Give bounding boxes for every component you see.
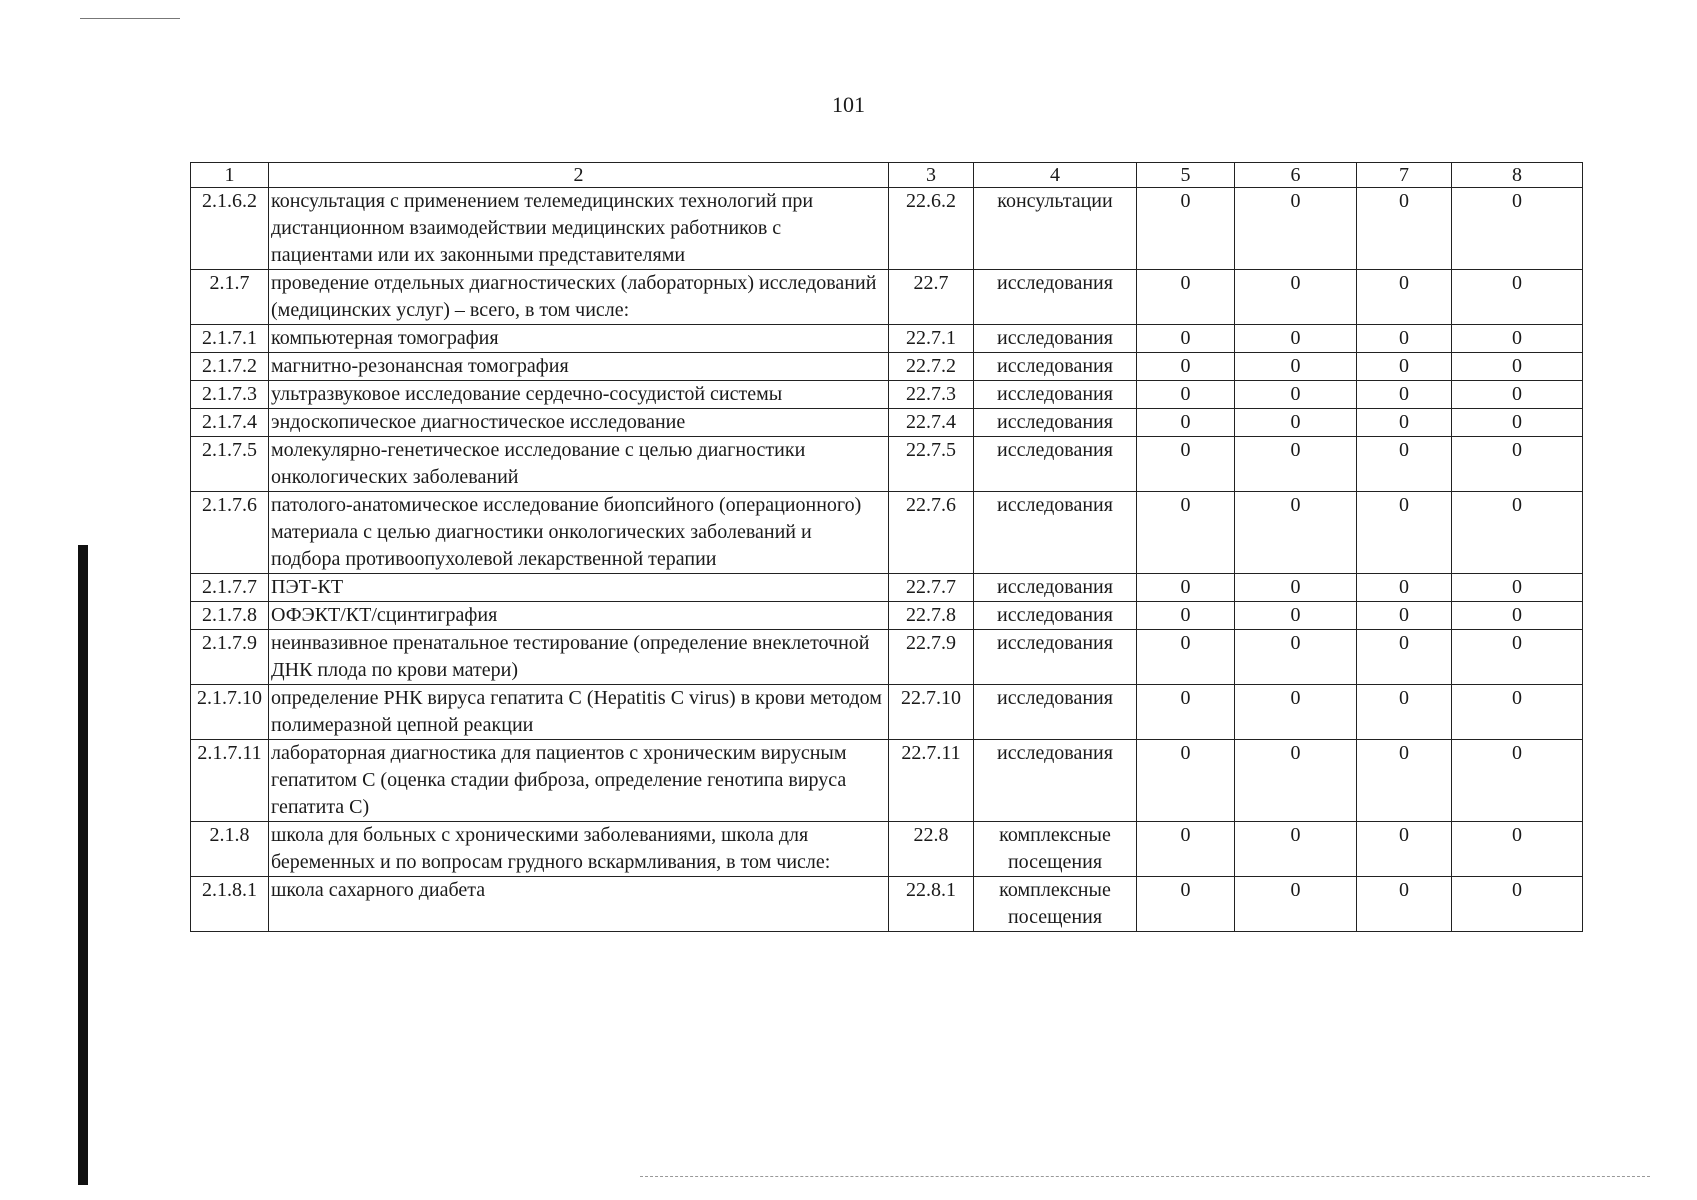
row-ref-cell: 22.7.10 bbox=[889, 685, 974, 740]
row-name-cell: лабораторная диагностика для пациентов с хроническим вирусным гепатитом С (оценка стадии фиброза, определение генотипа вируса гепатита С) bbox=[269, 740, 889, 822]
row-value-cell: 0 bbox=[1235, 740, 1357, 822]
row-value-cell: 0 bbox=[1357, 630, 1452, 685]
row-unit-cell: исследования bbox=[974, 492, 1137, 574]
row-value-cell: 0 bbox=[1357, 574, 1452, 602]
row-unit-cell: комплексные посещения bbox=[974, 877, 1137, 932]
row-value-cell: 0 bbox=[1235, 270, 1357, 325]
row-ref-cell: 22.7.9 bbox=[889, 630, 974, 685]
row-value-cell: 0 bbox=[1137, 822, 1235, 877]
row-value-cell: 0 bbox=[1235, 574, 1357, 602]
row-value-cell: 0 bbox=[1452, 630, 1583, 685]
row-unit-cell: исследования bbox=[974, 270, 1137, 325]
row-value-cell: 0 bbox=[1137, 740, 1235, 822]
row-unit-cell: исследования bbox=[974, 353, 1137, 381]
row-value-cell: 0 bbox=[1137, 602, 1235, 630]
row-value-cell: 0 bbox=[1235, 822, 1357, 877]
row-name-cell: школа сахарного диабета bbox=[269, 877, 889, 932]
row-value-cell: 0 bbox=[1357, 437, 1452, 492]
row-ref-cell: 22.7.3 bbox=[889, 381, 974, 409]
row-unit-cell: исследования bbox=[974, 437, 1137, 492]
row-value-cell: 0 bbox=[1137, 574, 1235, 602]
row-code-cell: 2.1.7.7 bbox=[191, 574, 269, 602]
header-cell: 8 bbox=[1452, 163, 1583, 188]
row-value-cell: 0 bbox=[1452, 602, 1583, 630]
row-unit-cell: комплексные посещения bbox=[974, 822, 1137, 877]
row-value-cell: 0 bbox=[1452, 353, 1583, 381]
row-value-cell: 0 bbox=[1235, 685, 1357, 740]
row-code-cell: 2.1.7.8 bbox=[191, 602, 269, 630]
row-code-cell: 2.1.7.2 bbox=[191, 353, 269, 381]
row-ref-cell: 22.7.1 bbox=[889, 325, 974, 353]
row-value-cell: 0 bbox=[1452, 492, 1583, 574]
header-cell: 2 bbox=[269, 163, 889, 188]
row-code-cell: 2.1.7.10 bbox=[191, 685, 269, 740]
row-unit-cell: исследования bbox=[974, 740, 1137, 822]
row-value-cell: 0 bbox=[1235, 877, 1357, 932]
table-header-row bbox=[191, 163, 1583, 188]
row-name-cell: молекулярно-генетическое исследование с целью диагностики онкологических заболеваний bbox=[269, 437, 889, 492]
table-row bbox=[191, 270, 1583, 325]
row-name-cell: эндоскопическое диагностическое исследование bbox=[269, 409, 889, 437]
table-row bbox=[191, 381, 1583, 409]
row-value-cell: 0 bbox=[1452, 437, 1583, 492]
row-value-cell: 0 bbox=[1235, 630, 1357, 685]
header-cell: 4 bbox=[974, 163, 1137, 188]
row-unit-cell: исследования bbox=[974, 602, 1137, 630]
table-row bbox=[191, 740, 1583, 822]
row-value-cell: 0 bbox=[1357, 685, 1452, 740]
row-name-cell: неинвазивное пренатальное тестирование (определение внеклеточной ДНК плода по крови матери) bbox=[269, 630, 889, 685]
row-unit-cell: исследования bbox=[974, 325, 1137, 353]
row-value-cell: 0 bbox=[1235, 325, 1357, 353]
table-row bbox=[191, 188, 1583, 270]
row-unit-cell: исследования bbox=[974, 409, 1137, 437]
row-code-cell: 2.1.7.5 bbox=[191, 437, 269, 492]
row-value-cell: 0 bbox=[1137, 877, 1235, 932]
row-ref-cell: 22.7.11 bbox=[889, 740, 974, 822]
row-value-cell: 0 bbox=[1137, 353, 1235, 381]
row-value-cell: 0 bbox=[1235, 492, 1357, 574]
row-value-cell: 0 bbox=[1452, 270, 1583, 325]
table-row bbox=[191, 574, 1583, 602]
row-name-cell: ОФЭКТ/КТ/сцинтиграфия bbox=[269, 602, 889, 630]
row-ref-cell: 22.7.2 bbox=[889, 353, 974, 381]
row-code-cell: 2.1.7.3 bbox=[191, 381, 269, 409]
row-value-cell: 0 bbox=[1452, 381, 1583, 409]
row-value-cell: 0 bbox=[1452, 685, 1583, 740]
table-row bbox=[191, 492, 1583, 574]
scan-edge-bar bbox=[78, 545, 88, 1185]
row-unit-cell: исследования bbox=[974, 381, 1137, 409]
row-code-cell: 2.1.7.11 bbox=[191, 740, 269, 822]
table-row bbox=[191, 822, 1583, 877]
row-code-cell: 2.1.7.6 bbox=[191, 492, 269, 574]
header-cell: 6 bbox=[1235, 163, 1357, 188]
row-ref-cell: 22.6.2 bbox=[889, 188, 974, 270]
row-value-cell: 0 bbox=[1452, 188, 1583, 270]
row-value-cell: 0 bbox=[1235, 381, 1357, 409]
row-name-cell: патолого-анатомическое исследование биопсийного (операционного) материала с целью диагностики онкологических заболеваний и подбора противоопухолевой лекарственной терапии bbox=[269, 492, 889, 574]
row-value-cell: 0 bbox=[1137, 270, 1235, 325]
data-table bbox=[190, 162, 1583, 932]
row-value-cell: 0 bbox=[1235, 353, 1357, 381]
row-code-cell: 2.1.7.4 bbox=[191, 409, 269, 437]
row-value-cell: 0 bbox=[1357, 740, 1452, 822]
row-value-cell: 0 bbox=[1357, 602, 1452, 630]
table-row bbox=[191, 353, 1583, 381]
header-cell: 1 bbox=[191, 163, 269, 188]
page-number: 101 bbox=[832, 92, 865, 117]
row-value-cell: 0 bbox=[1137, 409, 1235, 437]
row-value-cell: 0 bbox=[1452, 574, 1583, 602]
row-value-cell: 0 bbox=[1357, 270, 1452, 325]
row-value-cell: 0 bbox=[1235, 188, 1357, 270]
row-name-cell: школа для больных с хроническими заболеваниями, школа для беременных и по вопросам грудного вскармливания, в том числе: bbox=[269, 822, 889, 877]
row-ref-cell: 22.7 bbox=[889, 270, 974, 325]
row-name-cell: магнитно-резонансная томография bbox=[269, 353, 889, 381]
row-code-cell: 2.1.7.1 bbox=[191, 325, 269, 353]
row-code-cell: 2.1.7.9 bbox=[191, 630, 269, 685]
row-value-cell: 0 bbox=[1235, 409, 1357, 437]
table-row bbox=[191, 409, 1583, 437]
row-ref-cell: 22.7.7 bbox=[889, 574, 974, 602]
row-ref-cell: 22.7.4 bbox=[889, 409, 974, 437]
row-value-cell: 0 bbox=[1452, 822, 1583, 877]
row-unit-cell: исследования bbox=[974, 630, 1137, 685]
row-code-cell: 2.1.7 bbox=[191, 270, 269, 325]
row-value-cell: 0 bbox=[1137, 437, 1235, 492]
row-name-cell: ультразвуковое исследование сердечно-сосудистой системы bbox=[269, 381, 889, 409]
row-unit-cell: исследования bbox=[974, 685, 1137, 740]
header-cell: 3 bbox=[889, 163, 974, 188]
row-name-cell: консультация с применением телемедицинских технологий при дистанционном взаимодействии медицинских работников с пациентами или их законными представителями bbox=[269, 188, 889, 270]
row-value-cell: 0 bbox=[1235, 437, 1357, 492]
row-value-cell: 0 bbox=[1452, 877, 1583, 932]
row-code-cell: 2.1.8 bbox=[191, 822, 269, 877]
row-value-cell: 0 bbox=[1137, 381, 1235, 409]
row-name-cell: определение РНК вируса гепатита С (Hepatitis C virus) в крови методом полимеразной цепной реакции bbox=[269, 685, 889, 740]
row-value-cell: 0 bbox=[1137, 685, 1235, 740]
row-unit-cell: консультации bbox=[974, 188, 1137, 270]
row-code-cell: 2.1.6.2 bbox=[191, 188, 269, 270]
row-value-cell: 0 bbox=[1235, 602, 1357, 630]
row-value-cell: 0 bbox=[1357, 492, 1452, 574]
table-body bbox=[191, 163, 1583, 932]
table-row bbox=[191, 685, 1583, 740]
row-value-cell: 0 bbox=[1357, 381, 1452, 409]
row-ref-cell: 22.8 bbox=[889, 822, 974, 877]
row-value-cell: 0 bbox=[1357, 188, 1452, 270]
table-row bbox=[191, 602, 1583, 630]
row-code-cell: 2.1.8.1 bbox=[191, 877, 269, 932]
table-row bbox=[191, 437, 1583, 492]
row-ref-cell: 22.8.1 bbox=[889, 877, 974, 932]
row-value-cell: 0 bbox=[1452, 740, 1583, 822]
table-row bbox=[191, 630, 1583, 685]
row-ref-cell: 22.7.5 bbox=[889, 437, 974, 492]
row-value-cell: 0 bbox=[1452, 325, 1583, 353]
bottom-rule bbox=[640, 1176, 1650, 1177]
row-value-cell: 0 bbox=[1357, 822, 1452, 877]
header-cell: 5 bbox=[1137, 163, 1235, 188]
row-value-cell: 0 bbox=[1137, 325, 1235, 353]
header-cell: 7 bbox=[1357, 163, 1452, 188]
row-value-cell: 0 bbox=[1137, 630, 1235, 685]
row-name-cell: проведение отдельных диагностических (лабораторных) исследований (медицинских услуг) – всего, в том числе: bbox=[269, 270, 889, 325]
row-value-cell: 0 bbox=[1357, 877, 1452, 932]
row-value-cell: 0 bbox=[1357, 353, 1452, 381]
row-unit-cell: исследования bbox=[974, 574, 1137, 602]
row-ref-cell: 22.7.8 bbox=[889, 602, 974, 630]
top-rule bbox=[80, 18, 180, 19]
table-row bbox=[191, 877, 1583, 932]
table-row bbox=[191, 325, 1583, 353]
row-value-cell: 0 bbox=[1357, 325, 1452, 353]
row-value-cell: 0 bbox=[1137, 188, 1235, 270]
row-name-cell: ПЭТ-КТ bbox=[269, 574, 889, 602]
row-name-cell: компьютерная томография bbox=[269, 325, 889, 353]
row-value-cell: 0 bbox=[1357, 409, 1452, 437]
row-value-cell: 0 bbox=[1452, 409, 1583, 437]
row-value-cell: 0 bbox=[1137, 492, 1235, 574]
row-ref-cell: 22.7.6 bbox=[889, 492, 974, 574]
